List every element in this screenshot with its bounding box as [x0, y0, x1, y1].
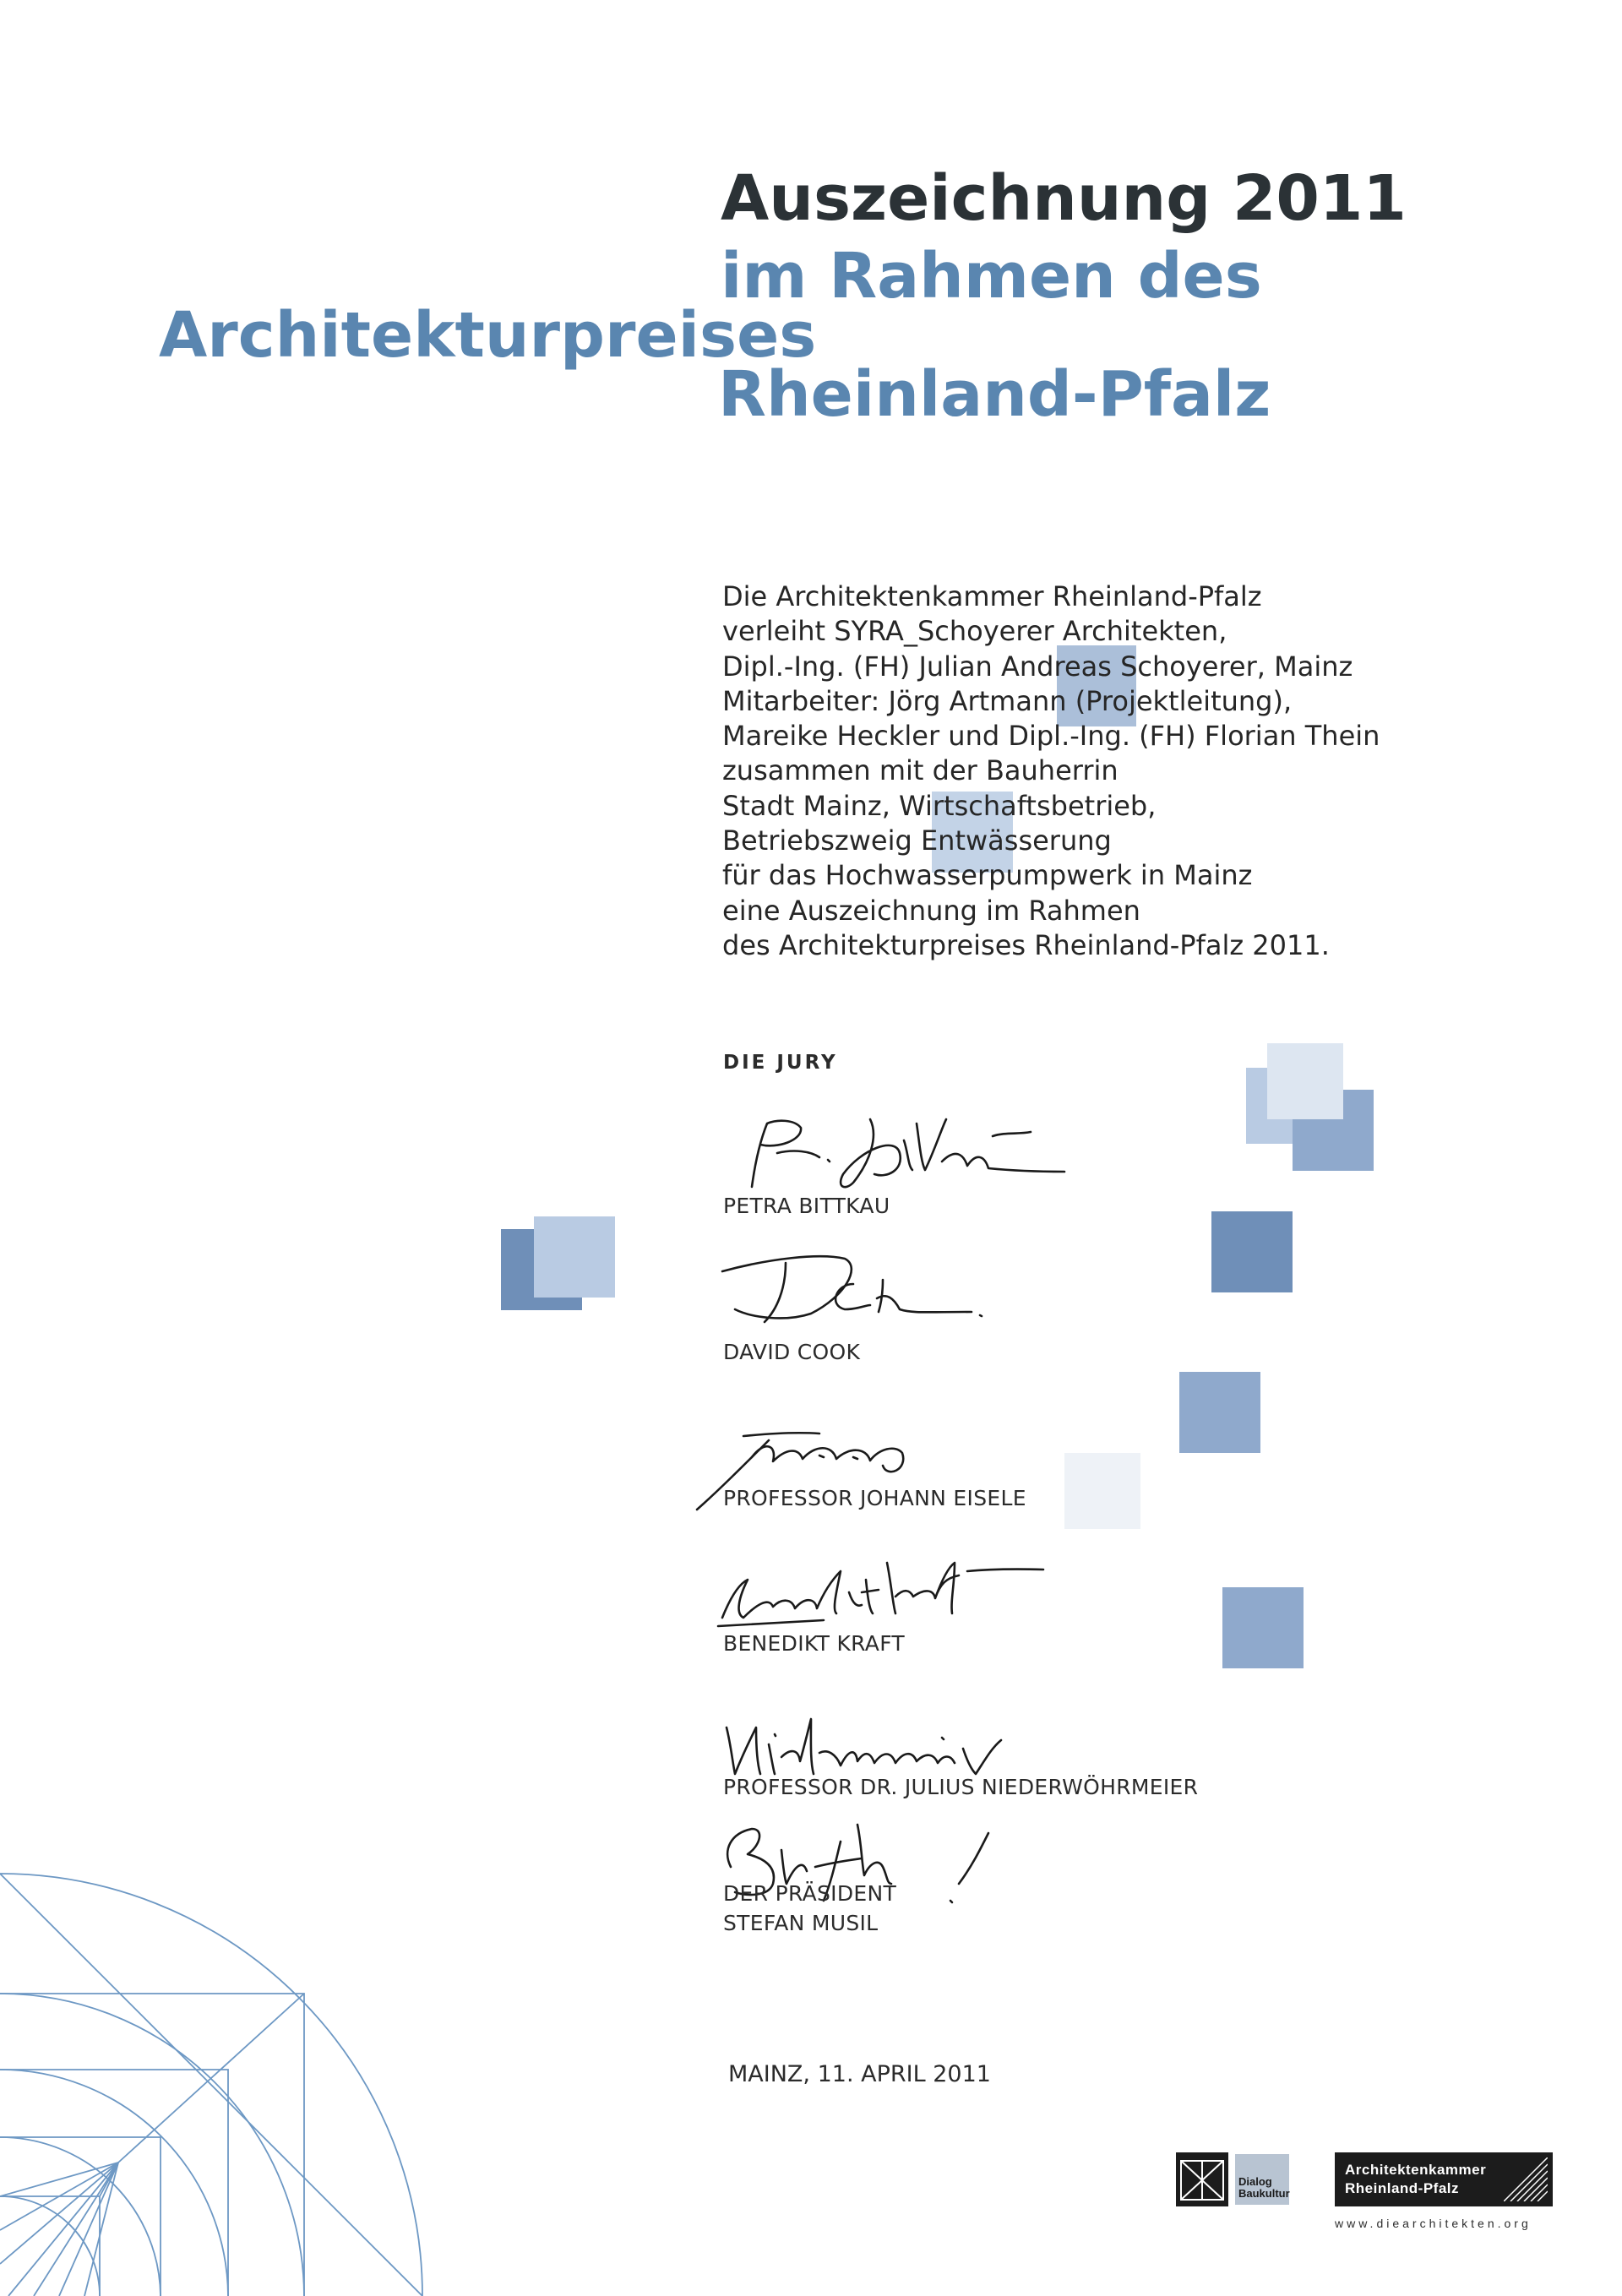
award-text-line: Mitarbeiter: Jörg Artmann (Projektleitung),	[722, 684, 1293, 717]
jury-member-name: BENEDIKT KRAFT	[723, 1631, 906, 1656]
award-text-line: Dipl.-Ing. (FH) Julian Andreas Schoyerer, Mainz	[722, 650, 1353, 683]
award-text	[722, 579, 1483, 963]
architektenkammer-label	[1345, 2161, 1486, 2198]
president-name: STEFAN MUSIL	[723, 1911, 879, 1935]
jury-member-name: PROFESSOR JOHANN EISELE	[723, 1486, 1026, 1510]
decorative-arc-graphic	[0, 1858, 929, 2296]
award-text-line: verleiht SYRA_Schoyerer Architekten,	[722, 615, 1227, 648]
decorative-square	[534, 1216, 615, 1298]
jury-member-name: PETRA BITTKAU	[723, 1194, 890, 1218]
place-and-date: MAINZ, 11. APRIL 2011	[728, 2061, 991, 2087]
decorative-square	[1222, 1587, 1304, 1668]
dialog-baukultur-line1: Dialog	[1238, 2175, 1272, 2188]
award-subtitle-line3: Rheinland-Pfalz	[718, 358, 1271, 431]
award-text-line: zusammen mit der Bauherrin	[722, 754, 1119, 787]
president-title: DER PRÄSIDENT	[723, 1881, 897, 1906]
dialog-baukultur-logo	[1176, 2152, 1293, 2206]
hatch-icon	[1504, 2157, 1548, 2201]
architektenkammer-logo	[1335, 2152, 1553, 2206]
jury-heading: DIE JURY	[723, 1052, 838, 1074]
award-subtitle-line1: im Rahmen des	[721, 240, 1262, 313]
dialog-baukultur-line2: Baukultur	[1238, 2187, 1290, 2200]
jury-member-name: DAVID COOK	[723, 1340, 861, 1364]
signature-cook	[718, 1238, 997, 1339]
award-title: Auszeichnung 2011	[721, 162, 1407, 235]
jury-member-name: PROFESSOR DR. JULIUS NIEDERWÖHRMEIER	[723, 1775, 1199, 1799]
signature-niederwoehrmeier	[722, 1702, 1026, 1787]
decorative-square	[1179, 1372, 1260, 1453]
dialog-baukultur-mark	[1176, 2152, 1228, 2206]
architektenkammer-line1: Architektenkammer	[1345, 2162, 1487, 2178]
award-text-line: Mareike Heckler und Dipl.-Ing. (FH) Florian Thein	[722, 720, 1380, 753]
dialog-baukultur-label	[1235, 2154, 1289, 2205]
award-text-line: Stadt Mainz, Wirtschaftsbetrieb,	[722, 789, 1157, 822]
award-subtitle-line2: Architekturpreises	[159, 299, 817, 372]
award-text-line: des Architekturpreises Rheinland-Pfalz 2011.	[722, 928, 1330, 961]
decorative-square	[1211, 1211, 1293, 1292]
award-text-line: für das Hochwasserpumpwerk in Mainz	[722, 859, 1253, 892]
architektenkammer-line2: Rheinland-Pfalz	[1345, 2180, 1460, 2196]
award-text-line: Betriebszweig Entwässerung	[722, 824, 1112, 857]
decorative-square	[1064, 1453, 1140, 1529]
decorative-square	[1267, 1043, 1343, 1119]
award-text-line: eine Auszeichnung im Rahmen	[722, 894, 1140, 927]
website-url[interactable]: www.diearchitekten.org	[1335, 2217, 1532, 2230]
award-text-line: Die Architektenkammer Rheinland-Pfalz	[722, 580, 1262, 612]
